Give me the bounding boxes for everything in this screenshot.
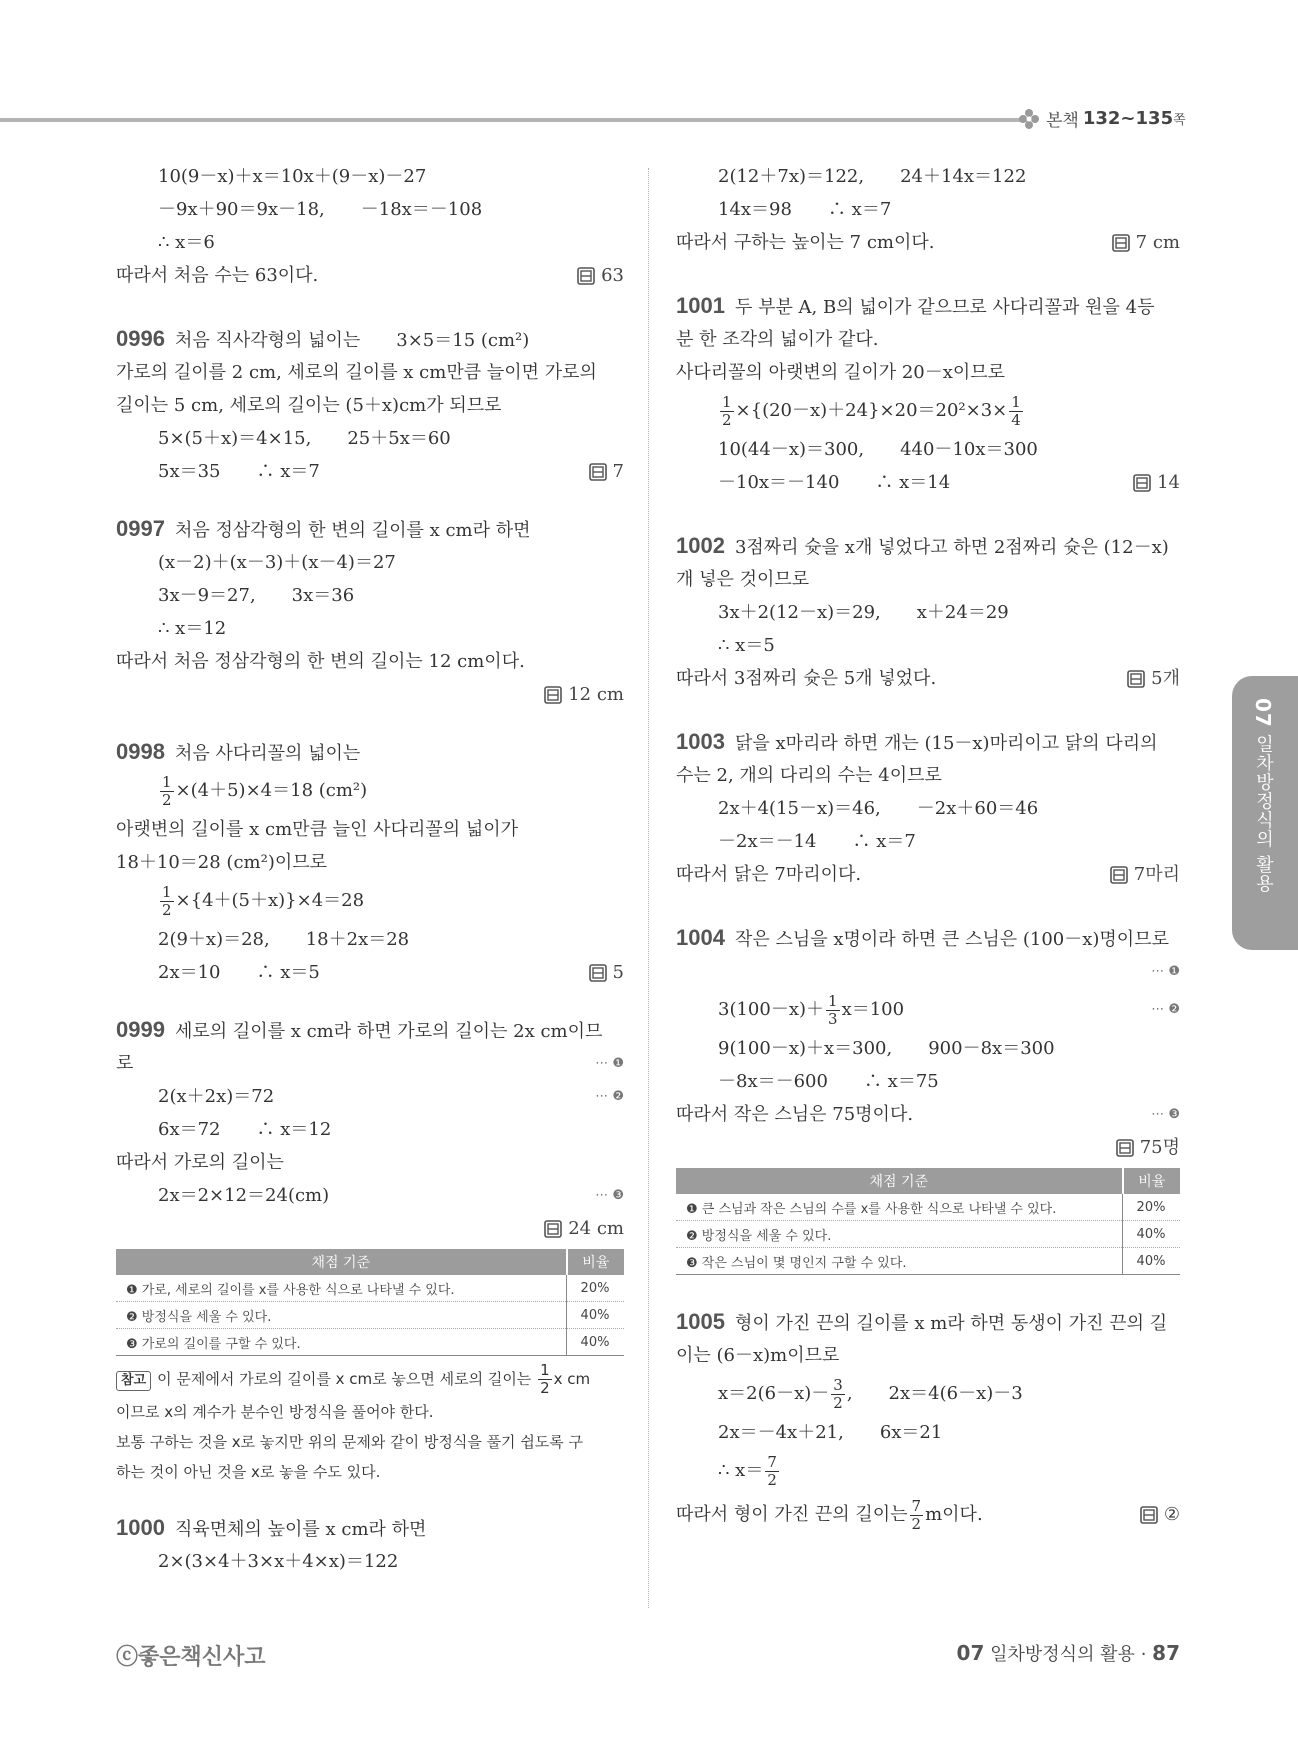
solution-line: 2(9＋x)＝28, 18＋2x＝28 — [158, 929, 410, 950]
problem-number: 1002 — [676, 533, 725, 558]
page-number: 87 — [1152, 1641, 1180, 1665]
fraction: $\frac{1}{3}$ — [828, 991, 838, 1028]
solution-line: 18＋10＝28 (cm²)이므로 — [116, 852, 328, 873]
step-marker: ⋯ ❸ — [595, 1188, 624, 1203]
solution-line: 3x＋2(12－x)＝29, x＋24＝29 — [718, 602, 1009, 623]
table-header: 채점 기준 — [676, 1168, 1123, 1194]
solution-line: $\frac{1}{2}$ ×{4＋(5＋x)}×4＝28 — [162, 882, 365, 919]
problem-1004: 1004 작은 스님을 x명이라 하면 큰 스님은 (100－x)명이므로 — [676, 925, 1169, 950]
answer-icon — [1133, 474, 1151, 492]
answer-icon — [1110, 866, 1128, 884]
solution-line: x＝2(6－x)－ $\frac{3}{2}$ , 2x＝4(6－x)－3 — [718, 1375, 1023, 1412]
answer-icon — [589, 463, 607, 481]
book-label: 본책 — [1046, 111, 1079, 131]
table-row: ❶ 가로, 세로의 길이를 x를 사용한 식으로 나타낼 수 있다. 20% — [116, 1275, 624, 1302]
solution-line: 따라서 3점짜리 슛은 5개 넣었다. 5개 — [676, 662, 1180, 695]
solution-line: 분 한 조각의 넓이가 같다. — [676, 329, 879, 350]
problem-1001: 1001 두 부분 A, B의 넓이가 같으므로 사다리꼴과 원을 4등 — [676, 293, 1155, 318]
reference-note: 참고 이 문제에서 가로의 길이를 x cm로 놓으면 세로의 길이는 $\frac{1}{2}$ x cm 이므로 x의 계수가 분수인 방정식을 풀어야 한다. 보통 구하는 것을 x로 놓지만 위의 문제와 같이 방정식을 풀기 쉽도록 구 하는 것이 아닌 것을 x로 놓을 수도 있다. — [116, 1361, 591, 1481]
answer-line — [116, 678, 624, 711]
problem-0999: 0999 세로의 길이를 x cm라 하면 가로의 길이는 2x cm이므 — [116, 1017, 603, 1042]
right-column — [676, 160, 1180, 1537]
solution-line: 아랫변의 길이를 x cm만큼 늘인 사다리꼴의 넓이가 — [116, 819, 519, 840]
solution-line: 사다리꼴의 아랫변의 길이가 20－x이므로 — [676, 362, 1006, 383]
solution-line: $\frac{1}{2}$ ×(4＋5)×4＝18 (cm²) — [162, 772, 368, 809]
problem-1000: 1000 직육면체의 높이를 x cm라 하면 — [116, 1515, 427, 1540]
problem-number: 0998 — [116, 739, 165, 764]
problem-0998: 0998 처음 사다리꼴의 넓이는 — [116, 739, 361, 764]
fraction: $\frac{1}{2}$ — [162, 882, 172, 919]
problem-number: 1003 — [676, 729, 725, 754]
solution-line: 6x＝72 ∴ x＝12 — [158, 1119, 332, 1140]
fraction: $\frac{7}{2}$ — [767, 1452, 777, 1489]
solution-line: 이는 (6－x)m이므로 — [676, 1345, 840, 1366]
solution-line: (x－2)＋(x－3)＋(x－4)＝27 — [158, 552, 396, 573]
answer: 24 cm — [544, 1212, 624, 1245]
solution-line: －10x＝－140 ∴ x＝14 14 — [676, 466, 1180, 499]
page-suffix: 쪽 — [1173, 113, 1186, 128]
step-line — [676, 955, 1180, 988]
solution-line: 14x＝98 ∴ x＝7 — [718, 199, 892, 220]
problem-1003: 1003 닭을 x마리라 하면 개는 (15－x)마리이고 닭의 다리의 — [676, 729, 1158, 754]
answer-icon — [1140, 1506, 1158, 1524]
left-column — [116, 160, 624, 1578]
solution-line: 따라서 가로의 길이는 — [116, 1152, 284, 1173]
solution-line: 따라서 닭은 7마리이다. 7마리 — [676, 858, 1180, 891]
step-marker: ⋯ ❷ — [595, 1089, 624, 1104]
answer-icon — [544, 1220, 562, 1238]
problem-1002: 1002 3점짜리 슛을 x개 넣었다고 하면 2점짜리 슛은 (12－x) — [676, 533, 1169, 558]
footer-separator: · — [1140, 1644, 1147, 1665]
answer: 7마리 — [1110, 858, 1180, 891]
answer: ② — [1140, 1493, 1180, 1537]
answer-icon — [1127, 670, 1145, 688]
solution-line: $\frac{1}{2}$ ×{(20－x)＋24}×20＝20²×3× $\frac{1}{4}$ — [722, 392, 1021, 429]
answer: 63 — [577, 259, 624, 292]
chapter-side-tab — [1232, 676, 1298, 950]
problem-number: 0997 — [116, 516, 165, 541]
solution-line: －9x＋90＝9x－18, －18x＝－108 — [158, 199, 483, 220]
solution-line: 2(12＋7x)＝122, 24＋14x＝122 — [718, 166, 1027, 187]
solution-line: 5x＝35 ∴ x＝7 7 — [116, 455, 624, 488]
column-divider — [648, 168, 649, 1608]
solution-line: ∴ x＝5 — [718, 635, 775, 656]
answer: 7 cm — [1112, 226, 1180, 259]
solution-line: 3(100－x)＋ $\frac{1}{3}$ x＝100 ⋯ ❷ — [676, 988, 1180, 1032]
footer-title: 일차방정식의 활용 — [990, 1644, 1135, 1665]
table-header: 채점 기준 — [116, 1249, 567, 1275]
footer-page-info — [957, 1640, 1180, 1666]
chapter-number: 07 — [1251, 698, 1275, 728]
answer: 7 — [589, 455, 624, 488]
table-row: ❷ 방정식을 세울 수 있다. 40% — [116, 1302, 624, 1329]
solution-line: 길이는 5 cm, 세로의 길이는 (5＋x)cm가 되므로 — [116, 395, 502, 416]
solution-line: 2x＝10 ∴ x＝5 5 — [116, 956, 624, 989]
solution-line: ∴ x＝ $\frac{7}{2}$ — [718, 1452, 777, 1489]
chapter-title: 일차방정식의 활용 — [1253, 734, 1274, 894]
publisher-logo: ⓒ좋은책신사고 — [116, 1645, 266, 1670]
fraction: $\frac{7}{2}$ — [911, 1496, 922, 1533]
fraction: $\frac{3}{2}$ — [833, 1375, 843, 1412]
answer-icon — [1116, 1139, 1134, 1157]
page-reference — [1018, 106, 1186, 131]
answer-icon — [544, 686, 562, 704]
table-header: 비율 — [567, 1249, 625, 1275]
solution-line: 가로의 길이를 2 cm, 세로의 길이를 x cm만큼 늘이면 가로의 — [116, 362, 597, 383]
problem-number: 0999 — [116, 1017, 165, 1042]
scoring-table — [676, 1168, 1180, 1275]
solution-line: 2x＋4(15－x)＝46, －2x＋60＝46 — [718, 798, 1039, 819]
problem-number: 1001 — [676, 293, 725, 318]
answer-line — [676, 1131, 1180, 1164]
table-header: 비율 — [1123, 1168, 1181, 1194]
solution-line: 따라서 처음 정삼각형의 한 변의 길이는 12 cm이다. — [116, 651, 525, 672]
solution-line: －2x＝－14 ∴ x＝7 — [718, 831, 916, 852]
header-rule — [0, 118, 1030, 122]
solution-line: 따라서 형이 가진 끈의 길이는 $\frac{7}{2}$ m이다. ② — [676, 1493, 1180, 1537]
solution-line: 따라서 처음 수는 63이다. 63 — [116, 259, 624, 292]
solution-line: 2(x＋2x)＝72 ⋯ ❷ — [116, 1080, 624, 1113]
flower-icon — [1018, 108, 1040, 130]
solution-line: 9(100－x)＋x＝300, 900－8x＝300 — [718, 1038, 1055, 1059]
solution-line: 2×(3×4＋3×x＋4×x)＝122 — [158, 1551, 399, 1572]
page-range: 132~135 — [1082, 108, 1174, 129]
step-marker: ⋯ ❶ — [595, 1056, 624, 1071]
solution-line: 따라서 작은 스님은 75명이다. ⋯ ❸ — [676, 1098, 1180, 1131]
problem-number: 0996 — [116, 326, 165, 351]
answer-line — [116, 1212, 624, 1245]
table-row: ❶ 큰 스님과 작은 스님의 수를 x를 사용한 식으로 나타낼 수 있다. 20% — [676, 1194, 1180, 1221]
answer: 14 — [1133, 466, 1180, 499]
problem-number: 1005 — [676, 1309, 725, 1334]
problem-0997: 0997 처음 정삼각형의 한 변의 길이를 x cm라 하면 — [116, 516, 531, 541]
answer-icon — [1112, 234, 1130, 252]
solution-line: 2x＝2×12＝24(cm) ⋯ ❸ — [116, 1179, 624, 1212]
answer: 5 — [589, 956, 624, 989]
fraction: $\frac{1}{4}$ — [1011, 392, 1021, 429]
answer: 12 cm — [544, 678, 624, 711]
answer: 75명 — [1116, 1131, 1180, 1164]
solution-line: 로 ⋯ ❶ — [116, 1047, 624, 1080]
problem-0996: 0996 처음 직사각형의 넓이는 3×5＝15 (cm²) — [116, 326, 530, 351]
solution-line: 수는 2, 개의 다리의 수는 4이므로 — [676, 765, 942, 786]
solution-line: 10(44－x)＝300, 440－10x＝300 — [718, 439, 1038, 460]
fraction: $\frac{1}{2}$ — [540, 1361, 550, 1397]
fraction: $\frac{1}{2}$ — [722, 392, 732, 429]
answer: 5개 — [1127, 662, 1180, 695]
table-row: ❸ 작은 스님이 몇 명인지 구할 수 있다. 40% — [676, 1248, 1180, 1275]
solution-line: 2x＝－4x＋21, 6x＝21 — [718, 1422, 943, 1443]
footer-chapter: 07 — [956, 1641, 985, 1665]
scoring-table — [116, 1249, 624, 1356]
solution-line: 개 넣은 것이므로 — [676, 569, 810, 590]
solution-line: 3x－9＝27, 3x＝36 — [158, 585, 355, 606]
solution-line: 5×(5＋x)＝4×15, 25＋5x＝60 — [158, 428, 451, 449]
problem-1005: 1005 형이 가진 끈의 길이를 x m라 하면 동생이 가진 끈의 길 — [676, 1309, 1168, 1334]
step-marker: ⋯ ❸ — [1151, 1107, 1180, 1122]
solution-line: 10(9－x)＋x＝10x＋(9－x)－27 — [158, 166, 427, 187]
answer-icon — [577, 267, 595, 285]
note-tag: 참고 — [116, 1371, 151, 1391]
table-row: ❷ 방정식을 세울 수 있다. 40% — [676, 1221, 1180, 1248]
step-marker: ⋯ ❶ — [1151, 964, 1180, 979]
problem-number: 1000 — [116, 1515, 165, 1540]
answer-icon — [589, 964, 607, 982]
solution-line: ∴ x＝6 — [158, 232, 215, 253]
solution-line: 따라서 구하는 높이는 7 cm이다. 7 cm — [676, 226, 1180, 259]
table-row: ❸ 가로의 길이를 구할 수 있다. 40% — [116, 1329, 624, 1356]
solution-line: －8x＝－600 ∴ x＝75 — [718, 1071, 939, 1092]
problem-number: 1004 — [676, 925, 725, 950]
fraction: $\frac{1}{2}$ — [162, 772, 172, 809]
step-marker: ⋯ ❷ — [1151, 1002, 1180, 1017]
solution-line: ∴ x＝12 — [158, 618, 227, 639]
